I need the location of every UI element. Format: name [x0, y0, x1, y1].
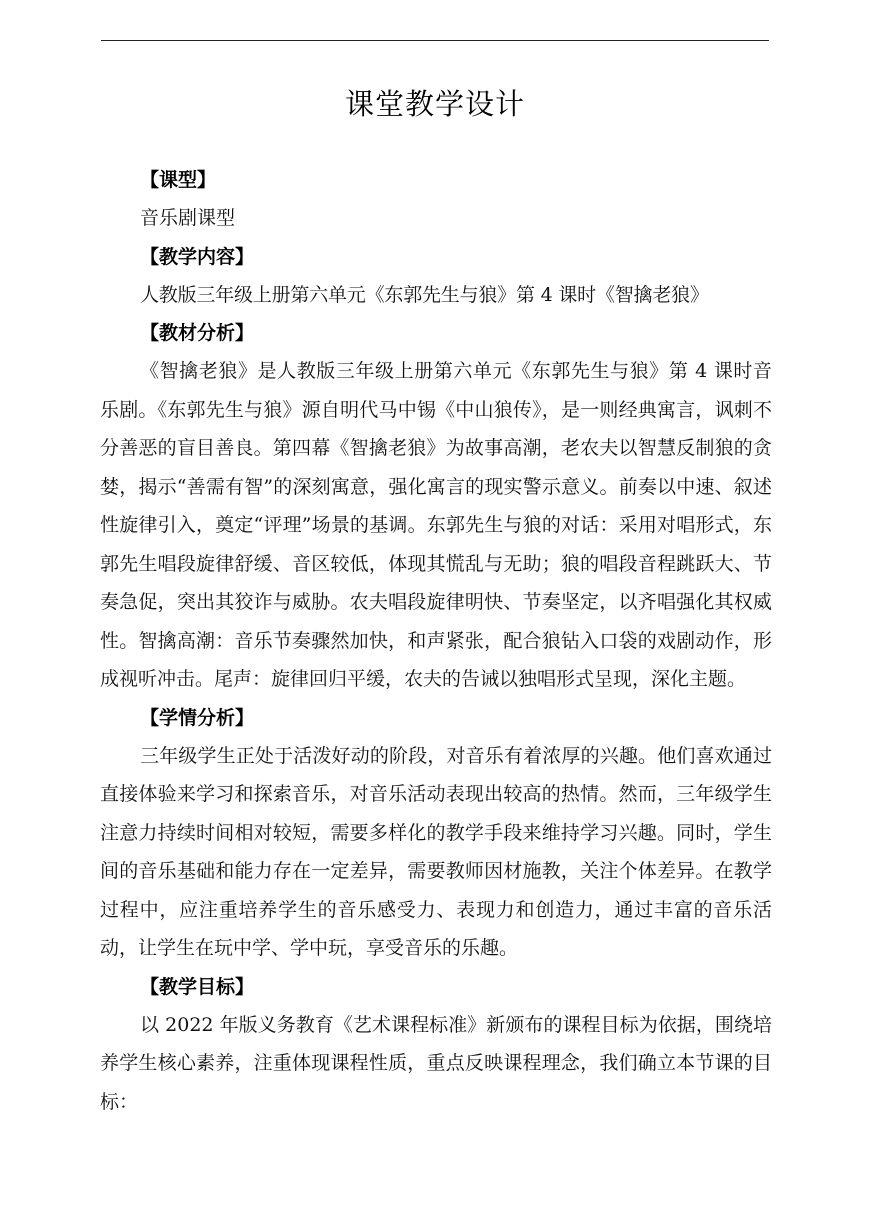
- section-heading: 【教材分析】: [140, 322, 255, 344]
- section-paragraph: 三年级学生正处于活泼好动的阶段，对音乐有着浓厚的兴趣。他们喜欢通过直接体验来学习和探索音乐，对音乐活动表现出较高的热情。然而，三年级学生注意力持续时间相对较短，需要多样化的教学手段来维持学习兴趣。同时，学生间的音乐基础和能力存在一定差异，需要教师因材施教，关注个体差异。在教学过程中，应注重培养学生的音乐感受力、表现力和创造力，通过丰富的音乐活动，让学生在玩中学、学中玩，享受音乐的乐趣。: [100, 744, 772, 959]
- section-heading: 【学情分析】: [140, 706, 255, 729]
- section-heading: 【教学目标】: [140, 975, 255, 998]
- section-paragraph: 《智擒老狼》是人教版三年级上册第六单元《东郭先生与狼》第 4 课时音乐剧。《东郭先生与狼》源自明代马中锡《中山狼传》，是一则经典寓言，讽刺不分善恶的盲目善良。第四幕《智擒老狼》为故事高潮，老农夫以智慧反制狼的贪婪，揭示“善需有智”的深刻寓意，强化寓言的现实警示意义。前奏以中速、叙述性旋律引入，奠定“评理”场景的基调。东郭先生与狼的对话：采用对唱形式，东郭先生唱段旋律舒缓、音区较低，体现其慌乱与无助；狼的唱段音程跳跃大、节奏急促，突出其狡诈与威胁。农夫唱段旋律明快、节奏坚定，以齐唱强化其权威性。智擒高潮：音乐节奏骤然加快，和声紧张，配合狼钻入口袋的戏剧动作，形成视听冲击。尾声：旋律回归平缓，农夫的告诫以独唱形式呈现，深化主题。: [100, 360, 772, 690]
- section-teaching-content: [100, 238, 772, 315]
- section-paragraph: 音乐剧课型: [140, 207, 236, 229]
- section-lesson-type: [100, 161, 772, 238]
- section-paragraph: 以 2022 年版义务教育《艺术课程标准》新颁布的课程目标为依据，围绕培养学生核心素养，注重体现课程性质，重点反映课程理念，我们确立本节课的目标：: [100, 1013, 772, 1113]
- section-material-analysis: [100, 314, 772, 699]
- section-student-analysis: [100, 699, 772, 968]
- document-body: [100, 161, 772, 1121]
- section-heading: 【教学内容】: [140, 245, 255, 268]
- section-teaching-objectives: [100, 968, 772, 1122]
- document-title: 课堂教学设计: [344, 87, 525, 121]
- header-rule: [101, 40, 769, 41]
- section-heading: 【课型】: [140, 169, 217, 191]
- section-paragraph: 人教版三年级上册第六单元《东郭先生与狼》第 4 课时《智擒老狼》: [140, 283, 709, 306]
